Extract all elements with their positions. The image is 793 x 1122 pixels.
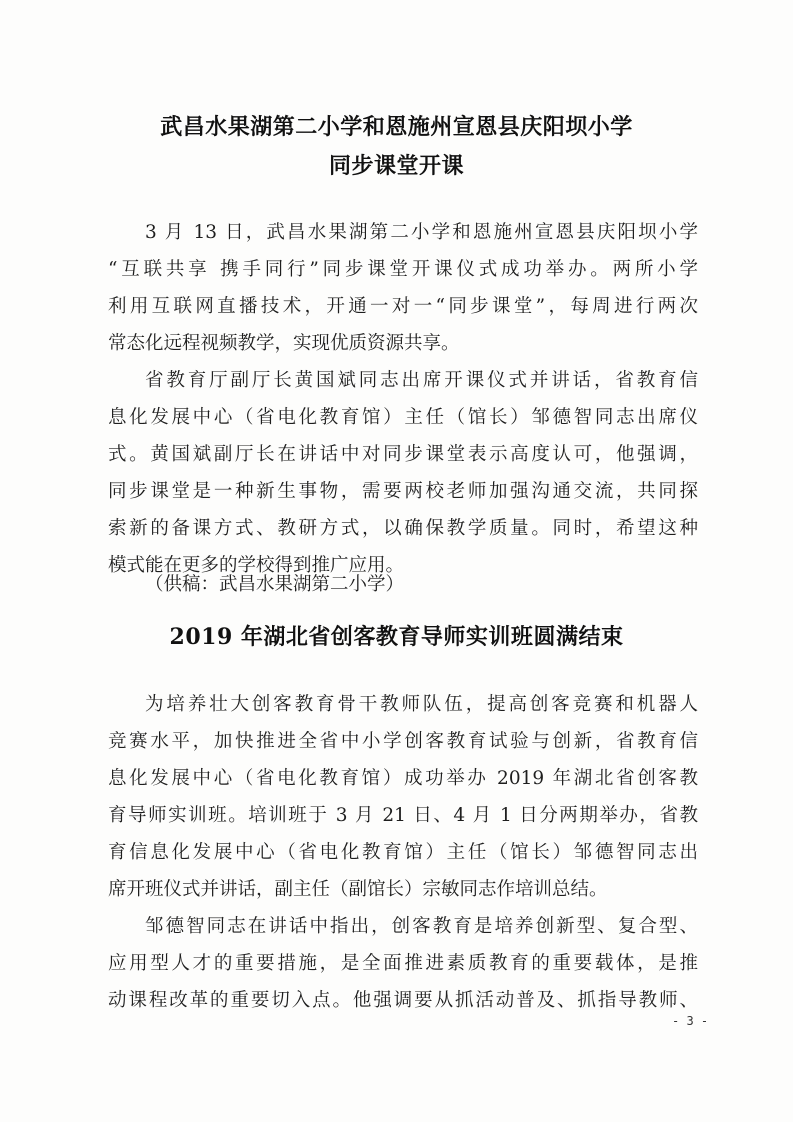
text-line: 为培养壮大创客教育骨干教师队伍，提高创客竞赛和机器人 [145, 694, 698, 715]
text-line: 省教育厅副厅长黄国斌同志出席开课仪式并讲话，省教育信 [145, 370, 698, 391]
text-line: 动课程改革的重要切入点。他强调要从抓活动普及、抓指导教师、 [108, 990, 698, 1011]
article1-title-line1: 武昌水果湖第二小学和恩施州宣恩县庆阳坝小学 [160, 114, 633, 140]
text-line: 常态化远程视频教学，实现优质资源共享。 [108, 333, 460, 354]
article1-source [108, 566, 698, 603]
text-line: 育信息化发展中心（省电化教育馆）主任（馆长）邹德智同志出 [108, 842, 698, 863]
page-number: - 3 - [672, 1014, 709, 1028]
text-line: 模式能在更多的学校得到推广应用。 [108, 555, 405, 576]
text-line: 应用型人才的重要措施，是全面推进素质教育的重要载体，是推 [108, 953, 698, 974]
text-line: 席开班仪式并讲话，副主任（副馆长）宗敏同志作培训总结。 [108, 879, 608, 900]
text-line: 育导师实训班。培训班于 3 月 21 日、4 月 1 日分两期举办，省教 [108, 805, 698, 826]
text-line: 索新的备课方式、教研方式，以确保教学质量。同时，希望这种 [108, 518, 698, 539]
article2-paragraph-2 [108, 908, 698, 1019]
text-line: “互联共享 携手同行”同步课堂开课仪式成功举办。两所小学 [108, 259, 698, 280]
text-line: 竞赛水平，加快推进全省中小学创客教育试验与创新，省教育信 [108, 731, 698, 752]
article2-title: 2019 年湖北省创客教育导师实训班圆满结束 [169, 624, 624, 650]
article1-paragraph-2 [108, 362, 698, 584]
text-line: 息化发展中心（省电化教育馆）成功举办 2019 年湖北省创客教 [108, 768, 698, 789]
text-line: 邹德智同志在讲话中指出，创客教育是培养创新型、复合型、 [145, 916, 698, 937]
article1-title-line2: 同步课堂开课 [328, 153, 464, 179]
text-line: 息化发展中心（省电化教育馆）主任（馆长）邹德智同志出席仪 [108, 407, 698, 428]
text-line: 式。黄国斌副厅长在讲话中对同步课堂表示高度认可，他强调， [108, 444, 698, 465]
text-line: 3 月 13 日，武昌水果湖第二小学和恩施州宣恩县庆阳坝小学 [145, 222, 698, 243]
article2-paragraph-1 [108, 686, 698, 908]
text-line: 利用互联网直播技术，开通一对一“同步课堂”，每周进行两次 [108, 296, 698, 317]
source-credit: （供稿：武昌水果湖第二小学） [145, 574, 405, 595]
article1-paragraph-1 [108, 214, 698, 362]
text-line: 同步课堂是一种新生事物，需要两校老师加强沟通交流，共同探 [108, 481, 698, 502]
